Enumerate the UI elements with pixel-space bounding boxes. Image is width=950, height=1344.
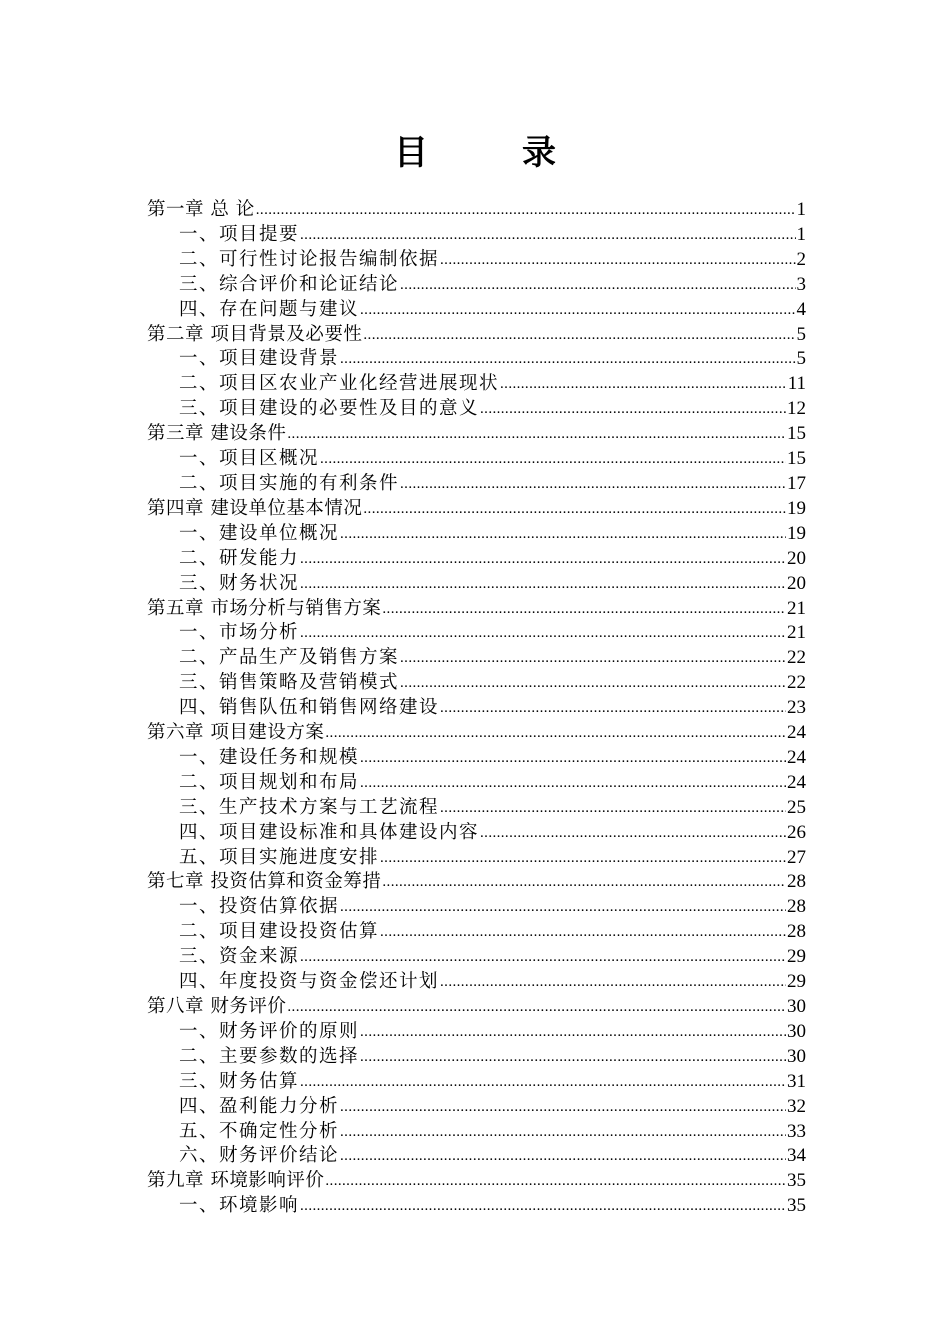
toc-entry-label: 一、财务评价的原则: [179, 1020, 360, 1042]
toc-dot-leader: [340, 894, 786, 920]
toc-chapter-entry[interactable]: [147, 597, 806, 622]
toc-page-number: 26: [787, 821, 806, 843]
toc-chapter-entry[interactable]: [147, 995, 806, 1020]
toc-dot-leader: [300, 222, 795, 248]
toc-dot-leader: [360, 770, 786, 796]
toc-page-number: 30: [787, 1045, 806, 1067]
toc-page-number: 29: [787, 946, 806, 968]
toc-page-number: 33: [787, 1120, 806, 1142]
toc-section-entry[interactable]: [147, 397, 806, 422]
toc-entry-label: 四、年度投资与资金偿还计划: [179, 971, 440, 993]
toc-entry-label: 第二章 项目背景及必要性: [147, 323, 363, 345]
toc-section-entry[interactable]: [147, 1020, 806, 1045]
toc-entry-label: 二、可行性讨论报告编制依据: [179, 248, 440, 270]
toc-dot-leader: [300, 1069, 786, 1095]
toc-chapter-entry[interactable]: [147, 497, 806, 522]
toc-page-number: 22: [787, 672, 806, 694]
toc-section-entry[interactable]: [147, 522, 806, 547]
toc-entry-label: 一、市场分析: [179, 622, 300, 644]
toc-section-entry[interactable]: [147, 298, 806, 323]
toc-dot-leader: [480, 820, 786, 846]
toc-section-entry[interactable]: [147, 846, 806, 871]
toc-page-number: 31: [787, 1070, 806, 1092]
toc-section-entry[interactable]: [147, 1144, 806, 1169]
toc-entry-label: 一、项目建设背景: [179, 348, 340, 370]
toc-dot-leader: [340, 346, 795, 372]
toc-chapter-entry[interactable]: [147, 721, 806, 746]
toc-dot-leader: [300, 546, 786, 572]
toc-dot-leader: [400, 471, 786, 497]
toc-entry-label: 第九章 环境影响评价: [147, 1170, 325, 1192]
toc-section-entry[interactable]: [147, 347, 806, 372]
toc-page-number: 32: [787, 1095, 806, 1117]
toc-section-entry[interactable]: [147, 248, 806, 273]
toc-page-number: 5: [796, 323, 806, 345]
toc-chapter-entry[interactable]: [147, 323, 806, 348]
toc-dot-leader: [325, 720, 786, 746]
toc-chapter-entry[interactable]: [147, 1169, 806, 1194]
toc-dot-leader: [440, 795, 786, 821]
toc-page-number: 35: [787, 1170, 806, 1192]
toc-page-number: 1: [796, 199, 806, 220]
toc-dot-leader: [340, 1094, 786, 1120]
toc-section-entry[interactable]: [147, 771, 806, 796]
toc-page-number: 30: [787, 996, 806, 1017]
toc-section-entry[interactable]: [147, 223, 806, 248]
toc-chapter-entry[interactable]: [147, 422, 806, 447]
toc-page-number: 28: [787, 871, 806, 893]
toc-page-number: 17: [787, 472, 806, 494]
toc-entry-label: 五、不确定性分析: [179, 1120, 340, 1142]
toc-section-entry[interactable]: [147, 572, 806, 597]
toc-page-number: 21: [787, 622, 806, 644]
toc-entry-label: 二、研发能力: [179, 547, 300, 569]
toc-section-entry[interactable]: [147, 1120, 806, 1145]
toc-entry-label: 四、盈利能力分析: [179, 1095, 340, 1117]
toc-entry-label: 三、项目建设的必要性及目的意义: [179, 398, 480, 420]
toc-dot-leader: [380, 845, 786, 871]
toc-entry-label: 五、项目实施进度安排: [179, 846, 380, 868]
toc-section-entry[interactable]: [147, 372, 806, 397]
toc-dot-leader: [300, 571, 786, 597]
toc-page-number: 22: [787, 647, 806, 669]
toc-section-entry[interactable]: [147, 646, 806, 671]
toc-section-entry[interactable]: [147, 746, 806, 771]
toc-dot-leader: [382, 596, 786, 622]
toc-page-number: 19: [787, 522, 806, 544]
toc-entry-label: 四、存在问题与建议: [179, 298, 360, 320]
toc-page-number: 20: [787, 547, 806, 569]
toc-page-number: 29: [787, 971, 806, 993]
toc-section-entry[interactable]: [147, 1095, 806, 1120]
toc-page-number: 24: [787, 746, 806, 768]
toc-section-entry[interactable]: [147, 821, 806, 846]
toc-section-entry[interactable]: [147, 920, 806, 945]
toc-chapter-entry[interactable]: [147, 870, 806, 895]
toc-entry-label: 二、项目建设投资估算: [179, 921, 380, 943]
toc-page-number: 21: [787, 597, 806, 619]
toc-entry-label: 一、建设任务和规模: [179, 746, 360, 768]
toc-dot-leader: [363, 496, 786, 522]
toc-dot-leader: [340, 1143, 786, 1169]
toc-title: 目 录: [394, 133, 586, 173]
toc-page-number: 28: [787, 921, 806, 943]
toc-dot-leader: [500, 371, 787, 397]
toc-entry-label: 第八章 财务评价: [147, 996, 287, 1017]
toc-section-entry[interactable]: [147, 621, 806, 646]
toc-section-entry[interactable]: [147, 970, 806, 995]
toc-entry-label: 第五章 市场分析与销售方案: [147, 597, 382, 619]
toc-page-number: 27: [787, 846, 806, 868]
toc-section-entry[interactable]: [147, 796, 806, 821]
toc-section-entry[interactable]: [147, 273, 806, 298]
toc-dot-leader: [382, 869, 786, 895]
toc-page-number: 12: [787, 398, 806, 420]
toc-dot-leader: [360, 1019, 786, 1045]
toc-page-number: 5: [796, 348, 806, 370]
toc-page-number: 23: [787, 697, 806, 719]
toc-dot-leader: [340, 521, 786, 547]
toc-section-entry[interactable]: [147, 447, 806, 472]
toc-section-entry[interactable]: [147, 1045, 806, 1070]
toc-dot-leader: [440, 969, 786, 995]
toc-section-entry[interactable]: [147, 472, 806, 497]
toc-entry-label: 一、投资估算依据: [179, 896, 340, 918]
toc-dot-leader: [440, 695, 786, 721]
toc-dot-leader: [340, 1119, 786, 1145]
toc-dot-leader: [300, 944, 786, 970]
toc-dot-leader: [400, 670, 786, 696]
toc-dot-leader: [287, 421, 786, 447]
toc-entry-label: 第六章 项目建设方案: [147, 722, 325, 744]
toc-dot-leader: [287, 994, 786, 1020]
toc-entry-label: 二、项目规划和布局: [179, 771, 360, 793]
toc-section-entry[interactable]: [147, 945, 806, 970]
toc-entry-label: 第七章 投资估算和资金筹措: [147, 871, 382, 893]
table-of-contents: [147, 198, 806, 1219]
toc-section-entry[interactable]: [147, 1070, 806, 1095]
toc-page-number: 11: [787, 373, 806, 395]
toc-entry-label: 六、财务评价结论: [179, 1145, 340, 1167]
toc-page-number: 24: [787, 722, 806, 744]
toc-entry-label: 二、项目区农业产业化经营进展现状: [179, 373, 500, 395]
toc-section-entry[interactable]: [147, 671, 806, 696]
toc-entry-label: 一、项目提要: [179, 223, 300, 245]
toc-page-number: 15: [787, 423, 806, 445]
toc-entry-label: 三、资金来源: [179, 946, 300, 968]
toc-entry-label: 一、建设单位概况: [179, 522, 340, 544]
toc-entry-label: 三、财务状况: [179, 572, 300, 594]
toc-section-entry[interactable]: [147, 696, 806, 721]
toc-page-number: 1: [796, 223, 806, 245]
toc-entry-label: 一、环境影响: [179, 1195, 300, 1217]
toc-dot-leader: [300, 620, 786, 646]
toc-entry-label: 第三章 建设条件: [147, 423, 287, 445]
toc-dot-leader: [360, 745, 786, 771]
toc-page-number: 4: [796, 298, 806, 320]
toc-page-number: 20: [787, 572, 806, 594]
toc-entry-label: 二、项目实施的有利条件: [179, 472, 400, 494]
toc-page-number: 3: [796, 273, 806, 295]
toc-chapter-entry[interactable]: [147, 198, 806, 223]
toc-page-number: 30: [787, 1020, 806, 1042]
toc-dot-leader: [256, 197, 796, 223]
toc-dot-leader: [380, 919, 786, 945]
toc-entry-label: 四、销售队伍和销售网络建设: [179, 697, 440, 719]
toc-dot-leader: [400, 645, 786, 671]
toc-entry-label: 二、产品生产及销售方案: [179, 647, 400, 669]
toc-dot-leader: [300, 1193, 786, 1219]
toc-page-number: 28: [787, 896, 806, 918]
toc-dot-leader: [320, 446, 786, 472]
toc-entry-label: 三、综合评价和论证结论: [179, 273, 400, 295]
toc-entry-label: 三、财务估算: [179, 1070, 300, 1092]
toc-page-number: 34: [787, 1145, 806, 1167]
toc-page-number: 15: [787, 448, 806, 470]
toc-dot-leader: [440, 247, 795, 273]
toc-page-number: 19: [787, 497, 806, 519]
toc-entry-label: 第一章 总 论: [147, 199, 255, 220]
toc-page-number: 25: [787, 796, 806, 818]
toc-page-number: 24: [787, 771, 806, 793]
toc-dot-leader: [400, 272, 795, 298]
toc-dot-leader: [360, 1044, 786, 1070]
toc-entry-label: 三、销售策略及营销模式: [179, 672, 400, 694]
toc-dot-leader: [325, 1168, 786, 1194]
toc-entry-label: 三、生产技术方案与工艺流程: [179, 796, 440, 818]
toc-page-number: 2: [796, 248, 806, 270]
toc-dot-leader: [363, 322, 795, 348]
toc-section-entry[interactable]: [147, 547, 806, 572]
toc-section-entry[interactable]: [147, 895, 806, 920]
toc-entry-label: 二、主要参数的选择: [179, 1045, 360, 1067]
toc-page-number: 35: [787, 1195, 806, 1217]
toc-section-entry[interactable]: [147, 1194, 806, 1219]
toc-entry-label: 一、项目区概况: [179, 448, 320, 470]
toc-dot-leader: [360, 297, 795, 323]
toc-dot-leader: [480, 396, 786, 422]
toc-entry-label: 第四章 建设单位基本情况: [147, 497, 363, 519]
toc-entry-label: 四、项目建设标准和具体建设内容: [179, 821, 480, 843]
